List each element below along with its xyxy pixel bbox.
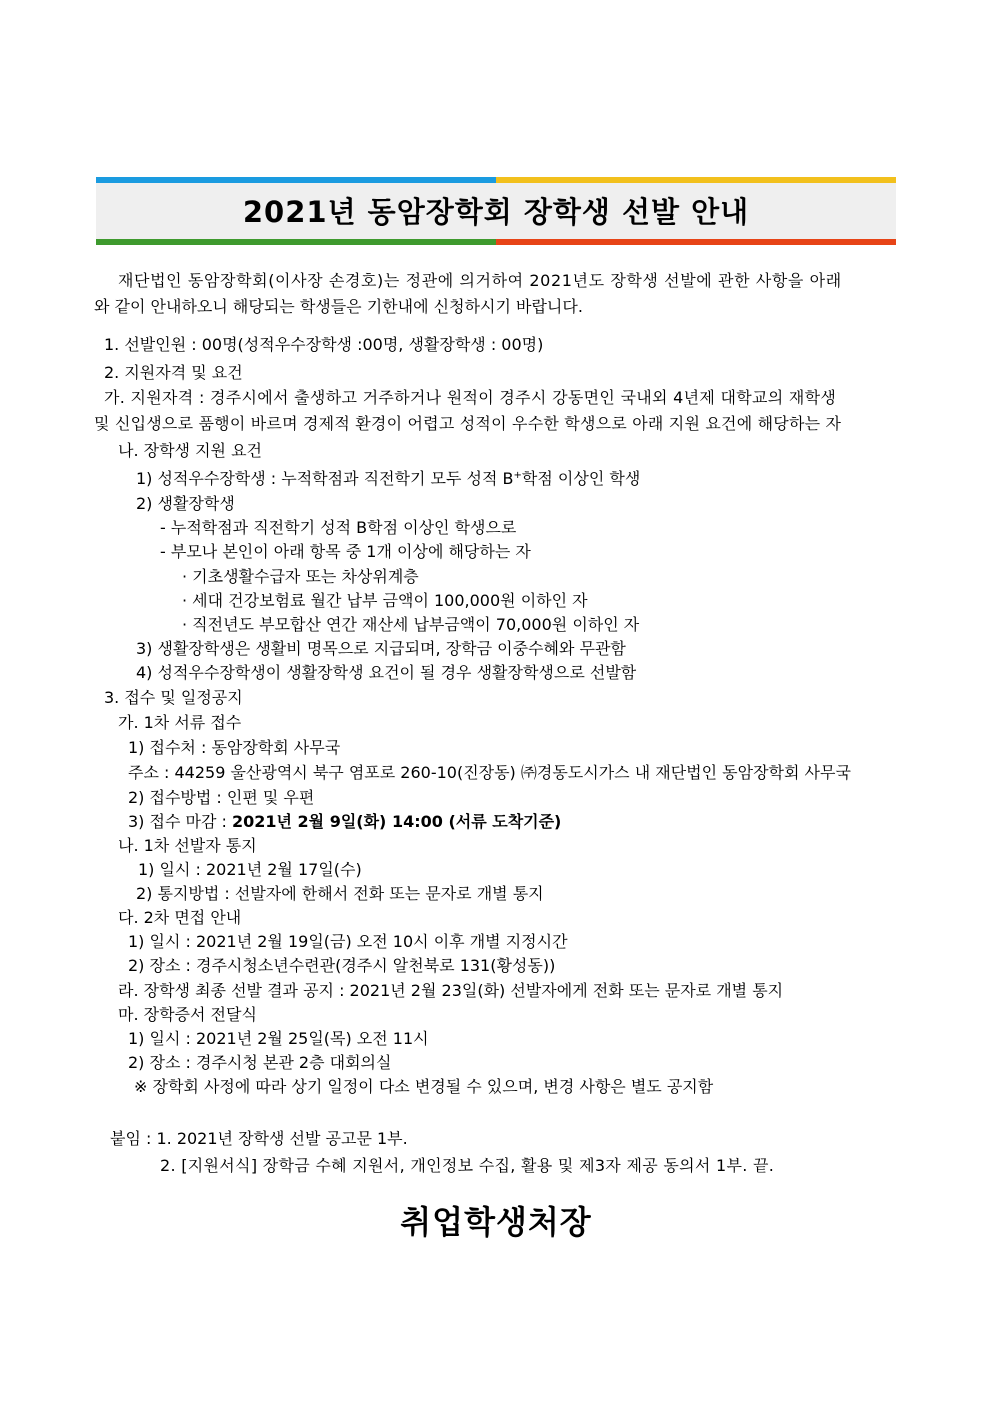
- first-round-heading: 가. 1차 서류 접수: [118, 713, 242, 732]
- document-title: 2021년 동암장학회 장학생 선발 안내: [242, 195, 750, 229]
- section2-eligibility-line1: 가. 지원자격 : 경주시에서 출생하고 거주하거나 원적이 경주시 강동면인 국내외 4년제 대학교의 재학생: [104, 388, 837, 407]
- intro-line-2: 와 같이 안내하오니 해당되는 학생들은 기한내에 신청하시기 바랍니다.: [94, 297, 583, 316]
- first-notice-heading: 나. 1차 선발자 통지: [118, 836, 257, 855]
- requirement-3: 3) 생활장학생은 생활비 명목으로 지급되며, 장학금 이중수혜와 무관함: [136, 639, 626, 658]
- section2-eligibility-line2: 및 신입생으로 품행이 바르며 경제적 환경이 어렵고 성적이 우수한 학생으로 아래 지원 요건에 해당하는 자: [94, 414, 842, 433]
- first-notice-method: 2) 통지방법 : 선발자에 한해서 전화 또는 문자로 개별 통지: [136, 884, 544, 903]
- section3-heading: 3. 접수 및 일정공지: [104, 688, 243, 707]
- title-bar-top-right: [496, 177, 896, 183]
- attachment-1: 붙임 : 1. 2021년 장학생 선발 공고문 1부.: [110, 1129, 408, 1148]
- title-bar-top-left: [96, 177, 496, 183]
- deadline-label: 3) 접수 마감 :: [128, 812, 232, 831]
- section1-selection-count: 1. 선발인원 : 00명(성적우수장학생 :00명, 생활장학생 : 00명): [104, 335, 544, 354]
- first-notice-date: 1) 일시 : 2021년 2월 17일(수): [138, 860, 362, 879]
- first-round-method: 2) 접수방법 : 인편 및 우편: [128, 788, 315, 807]
- title-bar-bottom-right: [496, 239, 896, 245]
- interview-place: 2) 장소 : 경주시청소년수련관(경주시 알천북로 131(황성동)): [128, 956, 556, 975]
- deadline-date: 2021년 2월 9일(화) 14:00 (서류 도착기준): [231, 812, 562, 831]
- requirement-2-item-3: · 직전년도 부모합산 연간 재산세 납부금액이 70,000원 이하인 자: [182, 615, 640, 634]
- section2-requirements-heading: 나. 장학생 지원 요건: [118, 441, 262, 460]
- requirement-1-text: 1) 성적우수장학생 : 누적학점과 직전학기 모두 성적 B: [136, 469, 514, 488]
- first-round-office: 1) 접수처 : 동암장학회 사무국: [128, 738, 341, 757]
- requirement-1: [136, 468, 640, 490]
- ceremony-heading: 마. 장학증서 전달식: [118, 1005, 257, 1024]
- requirement-4: 4) 성적우수장학생이 생활장학생 요건이 될 경우 생활장학생으로 선발함: [136, 663, 637, 682]
- requirement-1-grade-plus: +: [513, 470, 522, 481]
- requirement-2-item-1: · 기초생활수급자 또는 차상위계층: [182, 567, 419, 586]
- requirement-2-item-2: · 세대 건강보험료 월간 납부 금액이 100,000원 이하인 자: [182, 591, 588, 610]
- requirement-2: 2) 생활장학생: [136, 494, 235, 513]
- section2-heading: 2. 지원자격 및 요건: [104, 363, 243, 382]
- schedule-change-note: ※ 장학회 사정에 따라 상기 일정이 다소 변경될 수 있으며, 변경 사항은 별도 공지함: [134, 1077, 714, 1096]
- first-round-address: 주소 : 44259 울산광역시 북구 염포로 260-10(진장동) ㈜경동도시가스 내 재단법인 동암장학회 사무국: [128, 763, 851, 782]
- first-round-deadline: [128, 811, 561, 833]
- intro-paragraph: [94, 268, 898, 320]
- intro-line-1: 재단법인 동암장학회(이사장 손경호)는 정관에 의거하여 2021년도 장학생 선발에 관한 사항을 아래: [118, 271, 842, 290]
- final-result-notice: 라. 장학생 최종 선발 결과 공지 : 2021년 2월 23일(화) 선발자에게 전화 또는 문자로 개별 통지: [118, 981, 784, 1000]
- requirement-2-grade: - 누적학점과 직전학기 성적 B학점 이상인 학생으로: [160, 518, 517, 537]
- attachment-2: 2. [지원서식] 장학금 수혜 지원서, 개인정보 수집, 활용 및 제3자 제공 동의서 1부. 끝.: [160, 1156, 775, 1175]
- requirement-1-suffix: 학점 이상인 학생: [521, 469, 641, 488]
- issuer-signature: 취업학생처장: [400, 1203, 592, 1241]
- title-bar-bottom-left: [96, 239, 496, 245]
- requirement-2-condition: - 부모나 본인이 아래 항목 중 1개 이상에 해당하는 자: [160, 542, 531, 561]
- ceremony-date: 1) 일시 : 2021년 2월 25일(목) 오전 11시: [128, 1029, 429, 1048]
- interview-heading: 다. 2차 면접 안내: [118, 908, 242, 927]
- ceremony-place: 2) 장소 : 경주시청 본관 2층 대회의실: [128, 1053, 392, 1072]
- interview-date: 1) 일시 : 2021년 2월 19일(금) 오전 10시 이후 개별 지정시간: [128, 932, 568, 951]
